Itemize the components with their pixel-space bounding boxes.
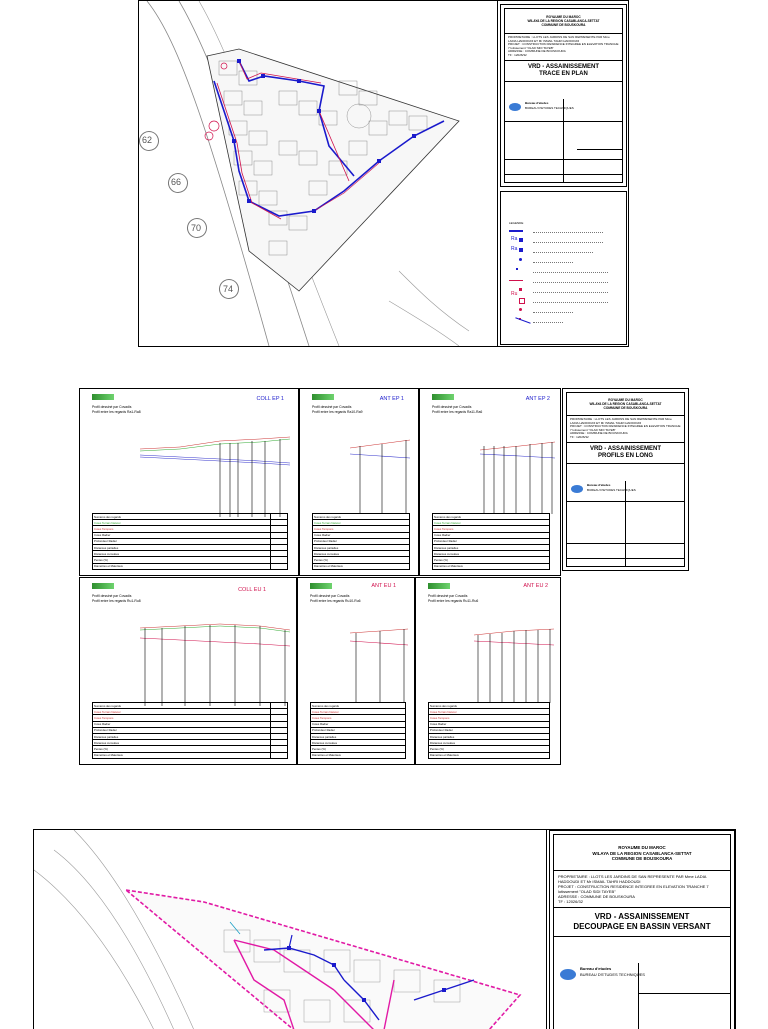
- designer-logo: [571, 485, 583, 493]
- drawing-sheet-profiles: [79, 388, 689, 765]
- field-owner: PROPRIETAIRE : LLOTS LES JARDINS DE SAN REPRESENTE PAR Mme LADIA HADDOUDI ET Mr ISMAIL TAHRI HADDOUDI: [508, 35, 610, 43]
- title-block: [500, 4, 627, 187]
- covadis-logo: [428, 583, 450, 589]
- legend-label: Ru: [511, 291, 518, 297]
- lot-number: 66: [171, 177, 182, 187]
- lot-number: 74: [223, 284, 234, 294]
- profile-title: COLL EP 1: [256, 396, 284, 402]
- title-block: ROYAUME DU MAROC WILAYA DE LA REGION CASABLANCA-SETTAT COMMUNE DE BOUSKOURA PROPRIETAIRE : LLOTS LES JARDINS DE SAN REPRESENTE PAR Mme LADIA HADDOUDI ET Mr ISMAIL TAHRI HADDOUDI PROJET : CONSTRUCTION RESIDENCE INTEGREE EN ELEVATION TRANCHE 7 lotissement "OLAD SIDI TAYEB" ADRESSE : COMMUNE DE BOUSKOURA TF : 12026/32 VRD - ASSAINISSEMENT PROFILS EN LONG Bureau d'etudes BUREAU D'ETUDES TECHNIQUES: [562, 388, 689, 571]
- field-project: PROJET : CONSTRUCTION RESIDENCE INTEGREE EN ELEVATION TRANCHE 7 lotissement "OLAD SIDI TAYEB": [508, 42, 619, 50]
- designer-logo: [560, 969, 576, 980]
- drawing-title: VRD - ASSAINISSEMENT PROFILS EN LONG: [589, 445, 662, 459]
- designer-logo: [509, 103, 521, 111]
- profile-graph: [350, 434, 410, 514]
- profile-table: Numéros des regards Cotes Terrain Naturel Cotes Tampons Cotes Radier Profondeur Radier Distances partielles Distances cumulées Pentes (%) Diamètres et Matériaux: [428, 702, 550, 759]
- lot-number: 70: [191, 223, 202, 233]
- covadis-logo: [92, 583, 114, 589]
- profile-table: Numéros des regards Cotes Terrain Naturel Cotes Tampons Cotes Radier Profondeur Radier Distances partielles Distances cumulées Pentes (%) Diamètres et Matériaux: [92, 702, 288, 759]
- profile-panel: ANT EU 2 Profil dessiné par Covadis Profil entre les regards Ru11-Ru6 Numéros des regards Cotes Terrain Naturel Cotes Tampons Cotes Radier Profondeur Radier Distances partielles Distances cumulées Pentes (%) Diamètres et Matériaux: [415, 577, 561, 765]
- drawing-sheet-plan: [138, 0, 629, 347]
- covadis-logo: [92, 394, 114, 400]
- profile-graph: [350, 623, 408, 703]
- profile-graph: [140, 618, 290, 708]
- designer-name: Bureau d'etudes: [525, 101, 549, 105]
- covadis-logo: [310, 583, 332, 589]
- field-address: ADRESSE : COMMUNE DE BOUSKOURA: [508, 49, 566, 54]
- profile-panel: COLL EU 1 Profil dessiné par Covadis Profil entre les regards Ru1-Ru8 Numéros des regards Cotes Terrain Naturel Cotes Tampons Cotes Radier Profondeur Radier Distances partielles Distances cumulées Pentes (%) Diamètres et Matériaux: [79, 577, 297, 765]
- profile-graph: [140, 429, 290, 519]
- sheet-divider: [497, 1, 498, 346]
- profile-title: ANT EU 1: [371, 583, 396, 589]
- drawing-title: VRD - ASSAINISSEMENT DECOUPAGE EN BASSIN VERSANT: [573, 911, 711, 931]
- field-tf: TF : 12026/32: [508, 52, 527, 57]
- lot-number: 62: [142, 135, 153, 145]
- legend-title: LEGENDE: [509, 221, 524, 225]
- profile-table: Numéros des regards Cotes Terrain Naturel Cotes Tampons Cotes Radier Profondeur Radier Distances partielles Distances cumulées Pentes (%) Diamètres et Matériaux: [312, 513, 410, 570]
- profile-title: COLL EU 1: [238, 587, 266, 593]
- covadis-logo: [432, 394, 454, 400]
- covadis-logo: [312, 394, 334, 400]
- profile-table: Numéros des regards Cotes Terrain Naturel Cotes Tampons Cotes Radier Profondeur Radier Distances partielles Distances cumulées Pentes (%) Diamètres et Matériaux: [432, 513, 550, 570]
- legend-label: Ra: [511, 246, 518, 252]
- profile-panel: ANT EU 1 Profil dessiné par Covadis Profil entre les regards Ru10-Ru6 Numéros des regards Cotes Terrain Naturel Cotes Tampons Cotes Radier Profondeur Radier Distances partielles Distances cumulées Pentes (%) Diamètres et Matériaux: [297, 577, 415, 765]
- designer-sub: BUREAU D'ETUDES TECHNIQUES: [525, 106, 574, 110]
- basin-map: [34, 830, 546, 1029]
- profile-panel: ANT EP 2 Profil dessiné par Covadis Profil entre les regards Ra11-Ra6 Numéros des regards Cotes Terrain Naturel Cotes Tampons Cotes Radier Profondeur Radier Distances partielles Distances cumulées Pentes (%) Diamètres et Matériaux: [419, 388, 561, 576]
- profile-panel: COLL EP 1 Profil dessiné par Covadis Profil entre les regards Ra1-Ra8 Numéros des regards Cotes Terrain Naturel Cotes Tampons Cotes Radier Profondeur Radier Distances partielles Distances cumulées Pentes (%) Diamètres et Matériaux: [79, 388, 299, 576]
- title-block-header: ROYAUME DU MAROC WILAYA DE LA REGION CASABLANCA-SETTAT COMMUNE DE BOUSKOURA: [527, 15, 600, 27]
- site-plan-map: [139, 1, 495, 346]
- profile-table: Numéros des regards Cotes Terrain Naturel Cotes Tampons Cotes Radier Profondeur Radier Distances partielles Distances cumulées Pentes (%) Diamètres et Matériaux: [310, 702, 406, 759]
- profile-panel: ANT EP 1 Profil dessiné par Covadis Profil entre les regards Ra10-Ra9 Numéros des regards Cotes Terrain Naturel Cotes Tampons Cotes Radier Profondeur Radier Distances partielles Distances cumulées Pentes (%) Diamètres et Matériaux: [299, 388, 419, 576]
- drawing-sheet-basins: [33, 829, 736, 1029]
- profile-title: ANT EP 1: [379, 396, 404, 402]
- legend-label: Ra: [511, 236, 518, 242]
- profile-title: ANT EP 2: [525, 396, 550, 402]
- title-block-header: ROYAUME DU MAROC WILAYA DE LA REGION CASABLANCA-SETTAT COMMUNE DE BOUSKOURA: [592, 845, 692, 862]
- profile-graph: [474, 623, 554, 703]
- title-block-header: ROYAUME DU MAROC WILAYA DE LA REGION CASABLANCA-SETTAT COMMUNE DE BOUSKOURA: [589, 398, 662, 410]
- profile-table: Numéros des regards Cotes Terrain Naturel Cotes Tampons Cotes Radier Profondeur Radier Distances partielles Distances cumulées Pentes (%) Diamètres et Matériaux: [92, 513, 288, 570]
- title-block: ROYAUME DU MAROC WILAYA DE LA REGION CASABLANCA-SETTAT COMMUNE DE BOUSKOURA PROPRIETAIRE : LLOTS LES JARDINS DE SAN REPRESENTE PAR Mme LADIA HADDOUDI ET Mr ISMAIL TAHRI HADDOUDI PROJET : CONSTRUCTION RESIDENCE INTEGREE EN ELEVATION TRANCHE 7 lotissement "OLAD SIDI TAYEB" ADRESSE : COMMUNE DE BOUSKOURA TF : 12026/32 VRD - ASSAINISSEMENT DECOUPAGE EN BASSIN VERSANT Bureau d'etudes BUREAU D'ETUDES TECHNIQUES: [549, 830, 735, 1029]
- drawing-title: VRD - ASSAINISSEMENT TRACE EN PLAN: [527, 63, 600, 77]
- legend-box: [500, 191, 627, 345]
- profile-graph: [480, 434, 555, 514]
- profile-title: ANT EU 2: [523, 583, 548, 589]
